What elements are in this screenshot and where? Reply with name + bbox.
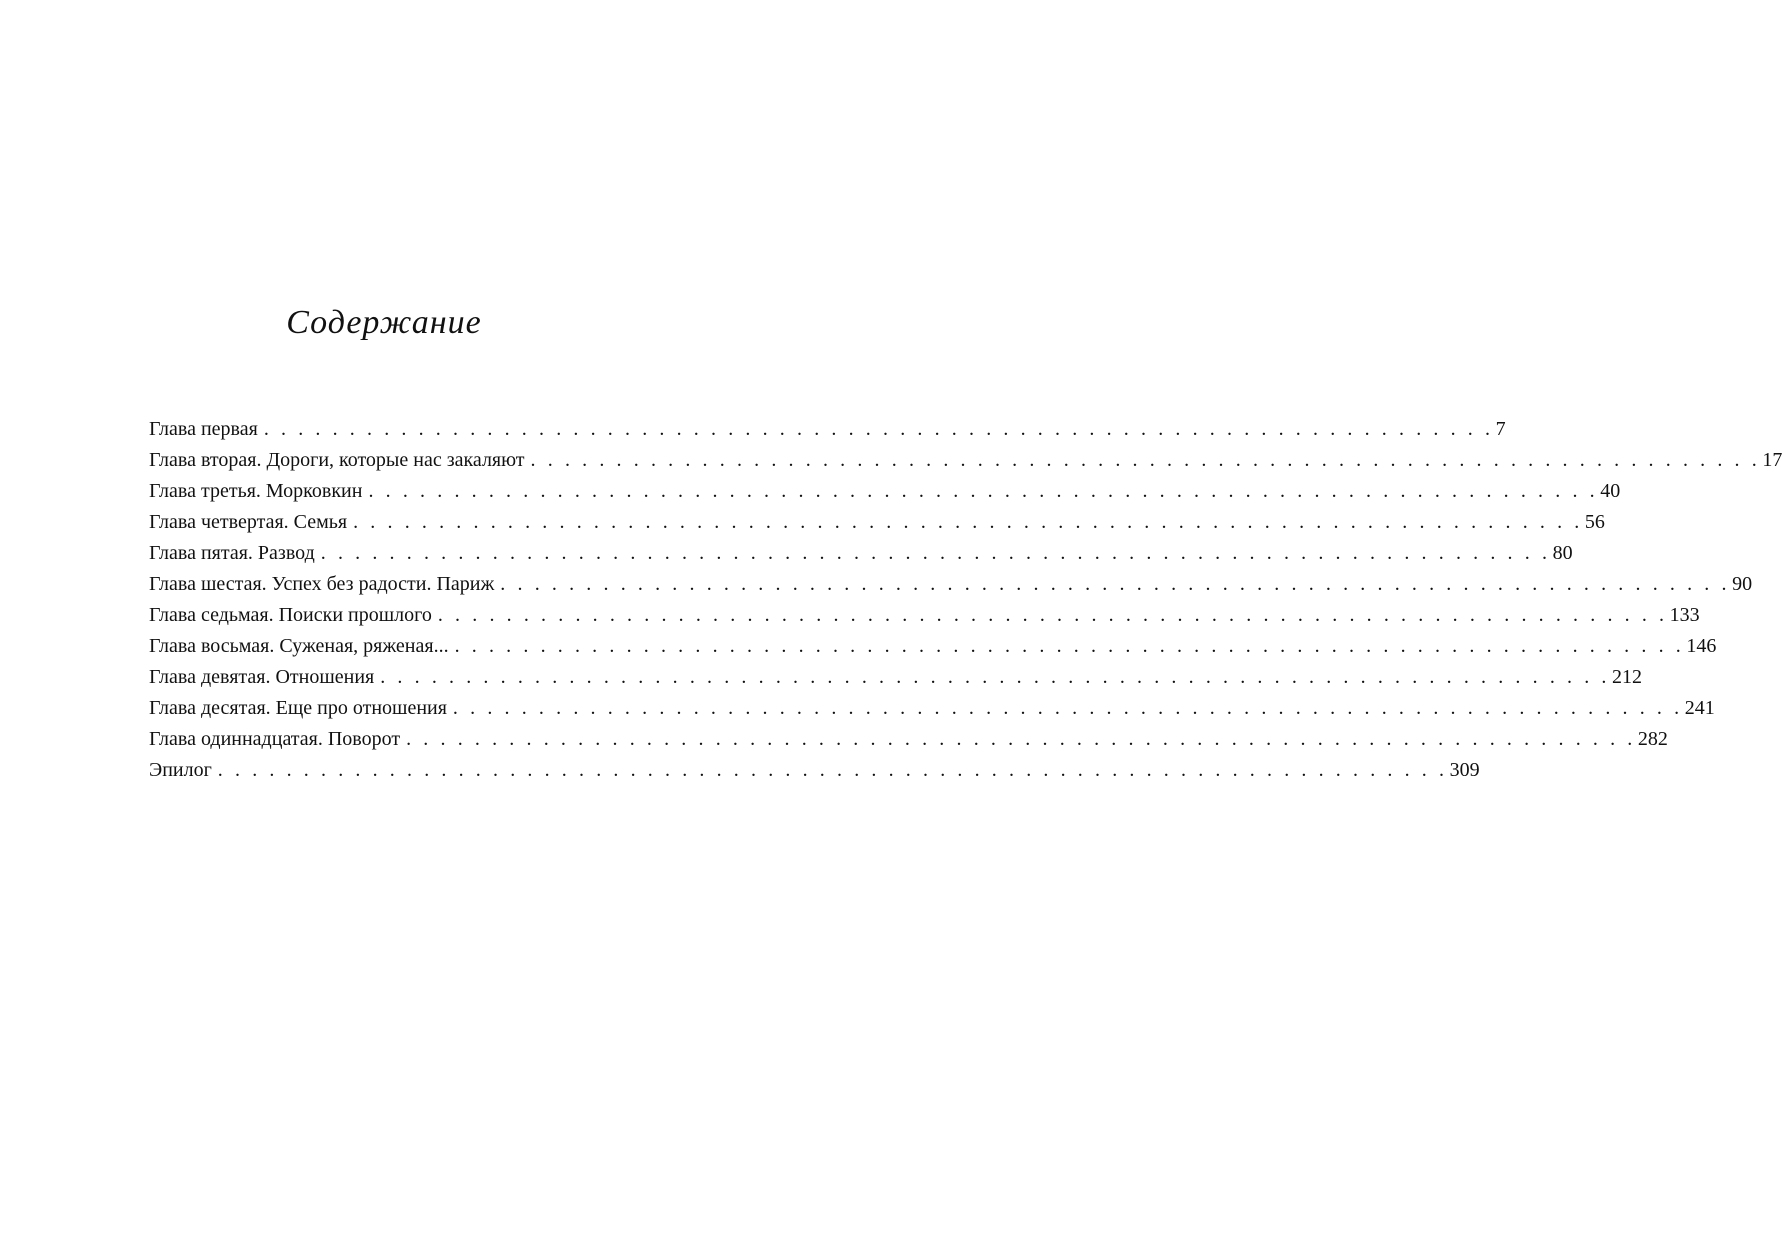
toc-entry-chapter-9[interactable]	[149, 662, 1643, 693]
toc-dot-leader: . . . . . . . . . . . . . . . . . . . . . . . . . . . . . . . . . . . . . . . . . . . . . . . . . . . . . . . . . . . . . . . . . . . . . . . .	[217, 759, 1448, 781]
toc-entry-chapter-1[interactable]	[149, 414, 1506, 445]
toc-dot-leader: . . . . . . . . . . . . . . . . . . . . . . . . . . . . . . . . . . . . . . . . . . . . . . . . . . . . . . . . . . . . . . . . . . . . . . . .	[320, 542, 1551, 564]
toc-entry-chapter-8[interactable]	[149, 631, 1717, 662]
toc-dot-leader: . . . . . . . . . . . . . . . . . . . . . . . . . . . . . . . . . . . . . . . . . . . . . . . . . . . . . . . . . . . . . . . . . . . . . . . .	[368, 480, 1599, 502]
toc-page-number: 212	[1612, 666, 1643, 688]
toc-page-number: 282	[1637, 728, 1668, 750]
toc-page-number: 241	[1684, 697, 1715, 719]
toc-entry-chapter-7[interactable]	[149, 600, 1700, 631]
toc-entry-title: Эпилог	[149, 759, 212, 781]
toc-entry-chapter-5[interactable]	[149, 538, 1573, 569]
toc-dot-leader: . . . . . . . . . . . . . . . . . . . . . . . . . . . . . . . . . . . . . . . . . . . . . . . . . . . . . . . . . . . . . . . . . . . . . . . .	[263, 418, 1494, 440]
toc-dot-leader: . . . . . . . . . . . . . . . . . . . . . . . . . . . . . . . . . . . . . . . . . . . . . . . . . . . . . . . . . . . . . . . . . . . . . . . .	[406, 728, 1636, 750]
toc-page-number: 56	[1584, 511, 1605, 533]
toc-entry-epilogue[interactable]	[149, 755, 1480, 786]
toc-entry-title: Глава четвертая. Семья	[149, 511, 348, 533]
toc-dot-leader: . . . . . . . . . . . . . . . . . . . . . . . . . . . . . . . . . . . . . . . . . . . . . . . . . . . . . . . . . . . . . . . . . . . . . . . .	[353, 511, 1583, 533]
toc-page-number: 17	[1762, 449, 1782, 471]
toc-page-number: 146	[1686, 635, 1717, 657]
toc-entry-title: Глава пятая. Развод	[149, 542, 315, 564]
toc-page-number: 133	[1669, 604, 1700, 626]
toc-dot-leader: . . . . . . . . . . . . . . . . . . . . . . . . . . . . . . . . . . . . . . . . . . . . . . . . . . . . . . . . . . . . . . . . . . . . . . . .	[454, 635, 1685, 657]
toc-dot-leader: . . . . . . . . . . . . . . . . . . . . . . . . . . . . . . . . . . . . . . . . . . . . . . . . . . . . . . . . . . . . . . . . . . . . . . . .	[452, 697, 1683, 719]
toc-entry-title: Глава седьмая. Поиски прошлого	[149, 604, 432, 626]
toc-page-number: 80	[1552, 542, 1573, 564]
toc-entry-chapter-6[interactable]	[149, 569, 1753, 600]
toc-entry-title: Глава одиннадцатая. Поворот	[149, 728, 401, 750]
toc-entry-title: Глава восьмая. Суженая, ряженая...	[149, 635, 449, 657]
toc-entry-chapter-11[interactable]	[149, 724, 1668, 755]
toc-dot-leader: . . . . . . . . . . . . . . . . . . . . . . . . . . . . . . . . . . . . . . . . . . . . . . . . . . . . . . . . . . . . . . . . . . . . . . . .	[500, 573, 1731, 595]
toc-entry-title: Глава десятая. Еще про отношения	[149, 697, 447, 719]
toc-page-number: 40	[1600, 480, 1621, 502]
toc-entry-title: Глава вторая. Дороги, которые нас закаляют	[149, 449, 525, 471]
toc-entry-chapter-3[interactable]	[149, 476, 1621, 507]
toc-entry-title: Глава первая	[149, 418, 258, 440]
toc-dot-leader: . . . . . . . . . . . . . . . . . . . . . . . . . . . . . . . . . . . . . . . . . . . . . . . . . . . . . . . . . . . . . . . . . . . . . . . .	[380, 666, 1611, 688]
table-of-contents	[149, 414, 1782, 786]
toc-entry-title: Глава девятая. Отношения	[149, 666, 375, 688]
toc-entry-chapter-4[interactable]	[149, 507, 1605, 538]
toc-entry-title: Глава шестая. Успех без радости. Париж	[149, 573, 495, 595]
toc-page-number: 90	[1732, 573, 1753, 595]
toc-entry-chapter-2[interactable]	[149, 445, 1782, 476]
toc-dot-leader: . . . . . . . . . . . . . . . . . . . . . . . . . . . . . . . . . . . . . . . . . . . . . . . . . . . . . . . . . . . . . . . . . . . . . . . .	[530, 449, 1761, 471]
toc-dot-leader: . . . . . . . . . . . . . . . . . . . . . . . . . . . . . . . . . . . . . . . . . . . . . . . . . . . . . . . . . . . . . . . . . . . . . . . .	[437, 604, 1668, 626]
toc-page-number: 309	[1449, 759, 1480, 781]
toc-entry-title: Глава третья. Морковкин	[149, 480, 363, 502]
toc-page-number: 7	[1495, 418, 1506, 440]
page-title: Содержание	[286, 304, 482, 341]
toc-entry-chapter-10[interactable]	[149, 693, 1715, 724]
